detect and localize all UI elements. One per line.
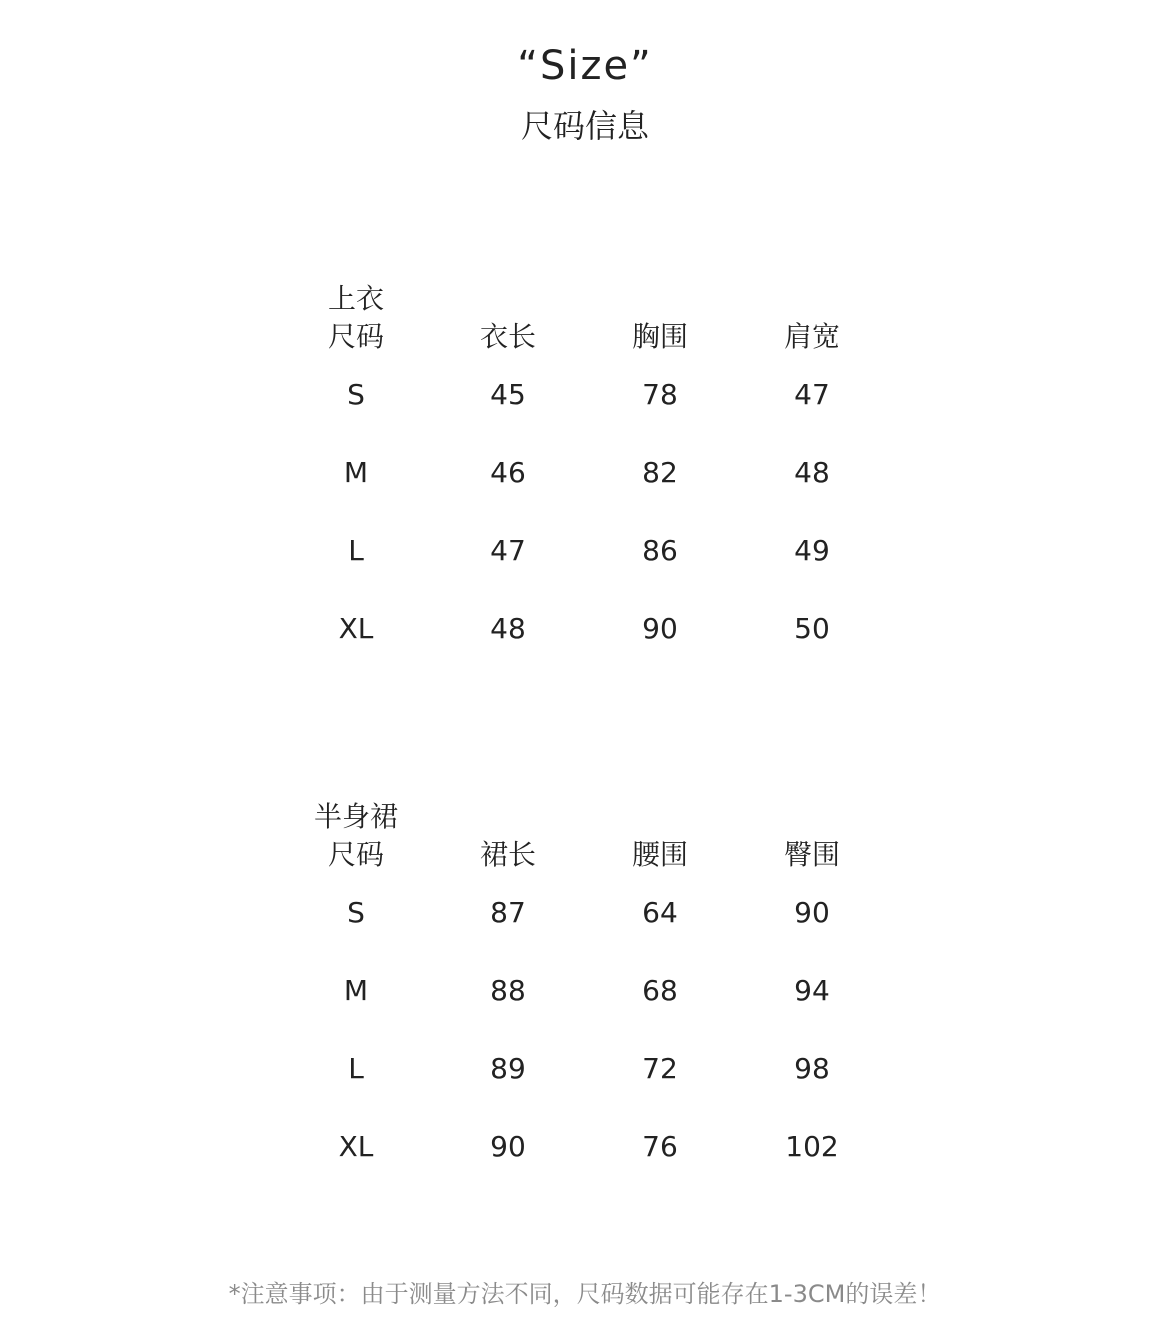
value-cell: 78: [642, 378, 678, 411]
page-subtitle: 尺码信息: [520, 107, 649, 145]
size-cell: M: [343, 974, 369, 1007]
header-cell-chest: 胸围: [631, 320, 688, 353]
size-cell: L: [348, 534, 364, 567]
value-cell: 72: [642, 1052, 678, 1085]
value-cell: 102: [785, 1130, 839, 1163]
value-cell: 98: [794, 1052, 830, 1085]
value-cell: 46: [490, 456, 526, 489]
size-cell: XL: [338, 1130, 374, 1163]
header-cell-length: 衣长: [479, 320, 536, 353]
page-title: “Size”: [517, 43, 653, 89]
header-cell-size: 上衣 尺码: [327, 282, 384, 353]
header-cell-size: 半身裙 尺码: [313, 800, 398, 871]
table-row: [280, 590, 888, 668]
header-cell-length: 裙长: [479, 838, 536, 871]
value-cell: 89: [490, 1052, 526, 1085]
size-cell: S: [347, 378, 365, 411]
table-row: [280, 1030, 888, 1108]
table-row: [280, 1108, 888, 1186]
value-cell: 88: [490, 974, 526, 1007]
value-cell: 45: [490, 378, 526, 411]
value-cell: 86: [642, 534, 678, 567]
table-row: [280, 874, 888, 952]
header-cell-waist: 腰围: [631, 838, 688, 871]
table-row: [280, 356, 888, 434]
table-header-row: [280, 276, 888, 356]
size-cell: L: [348, 1052, 364, 1085]
header-cell-hip: 臀围: [783, 838, 840, 871]
value-cell: 47: [794, 378, 830, 411]
value-cell: 82: [642, 456, 678, 489]
size-cell: S: [347, 896, 365, 929]
table-header-row: [280, 794, 888, 874]
value-cell: 47: [490, 534, 526, 567]
value-cell: 64: [642, 896, 678, 929]
value-cell: 48: [490, 612, 526, 645]
table-row: [280, 952, 888, 1030]
value-cell: 50: [794, 612, 830, 645]
size-cell: XL: [338, 612, 374, 645]
value-cell: 94: [794, 974, 830, 1007]
size-cell: M: [343, 456, 369, 489]
measurement-note: *注意事项：由于测量方法不同，尺码数据可能存在1-3CM的误差！: [228, 1280, 942, 1308]
value-cell: 48: [794, 456, 830, 489]
value-cell: 68: [642, 974, 678, 1007]
skirt-size-table: [280, 794, 888, 1186]
value-cell: 76: [642, 1130, 678, 1163]
table-row: [280, 434, 888, 512]
header-cell-shoulder: 肩宽: [783, 320, 840, 353]
value-cell: 49: [794, 534, 830, 567]
table-row: [280, 512, 888, 590]
value-cell: 87: [490, 896, 526, 929]
value-cell: 90: [642, 612, 678, 645]
top-size-table: [280, 276, 888, 668]
value-cell: 90: [794, 896, 830, 929]
value-cell: 90: [490, 1130, 526, 1163]
